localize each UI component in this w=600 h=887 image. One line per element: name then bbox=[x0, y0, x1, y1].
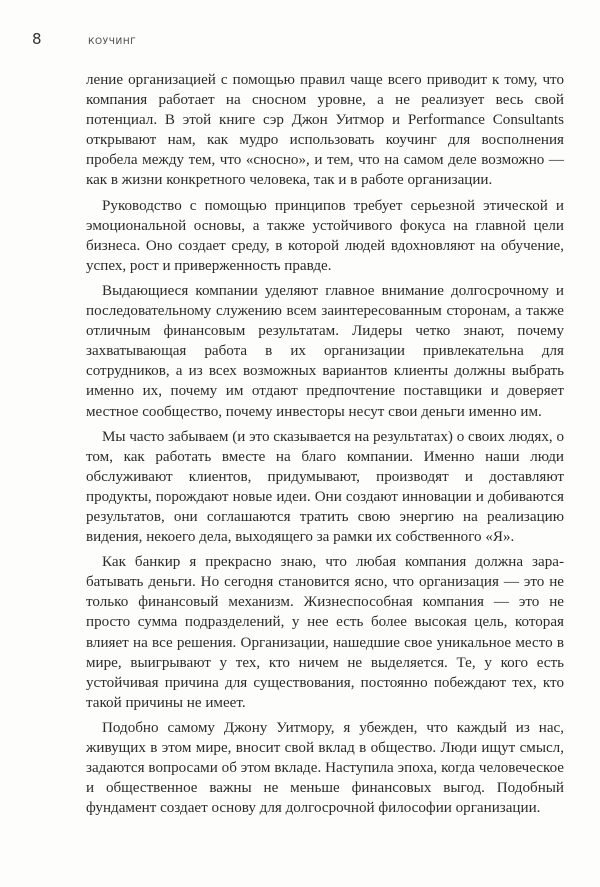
paragraph: Мы часто забываем (и это сказывается на результатах) о своих людях, о том, как работать вместе на благо компании. Именно наши люди обслуживают клиентов, придумывают, производят и доставляют продукты, порождают новые идеи. Они создают инновации и добиваются результатов, они соглашаются тратить свою энергию на реализацию видения, некоего дела, выходящего за рамки их собственного «Я». bbox=[86, 428, 564, 546]
running-head: КОУЧИНГ bbox=[88, 37, 137, 47]
paragraph: Как банкир я прекрасно знаю, что любая компания должна зарабатывать деньги. Но сегодня становится ясно, что организация — это не только финансовый механизм. Жизнеспособная компания — это не просто сумма подразделений, у нее есть более высокая цель, которая влияет на все решения. Организации, нашедшие свое уникальное место в мире, выигрывают у тех, кто ничем не выделяется. Те, у кого есть устойчивая причина для существования, постоянно побеждают тех, кто такой причины не имеет. bbox=[86, 554, 564, 711]
paragraph: Подобно самому Джону Уитмору, я убежден, что каждый из нас, живущих в этом мире, вносит свой вклад в общество. Люди ищут смысл, задаются вопросами об этом вкладе. Наступила эпоха, когда человеческое и общественное важны не меньше финансовых выгод. Подобный фундамент создает основу для долгосрочной философии организации. bbox=[86, 719, 564, 817]
paragraph: Руководство с помощью принципов требует серьезной этической и эмоциональной основы, а также устойчивого фокуса на главной цели бизнеса. Оно создает среду, в которой людей вдохновляют на обучение, успех, рост и приверженность правде. bbox=[86, 197, 564, 274]
paragraph: Выдающиеся компании уделяют главное внимание долгосрочному и последовательному служению всем заинтересованным сторонам, а также отличным финансовым результатам. Лидеры четко знают, почему захватывающая работа в их организации привлекательна для сотрудников, а из всех возможных вариантов клиенты должны выбрать именно их, почему им отдают предпочтение поставщики и доверяет местное сообщество, почему инвесторы несут свои деньги именно им. bbox=[86, 282, 564, 420]
page-header bbox=[32, 30, 540, 48]
body-text bbox=[86, 70, 564, 818]
paragraph: ление организацией с помощью правил чаще всего приводит к тому, что компания работает на сносном уровне, а не реализует весь свой потенциал. В этой книге сэр Джон Уитмор и Performance Consultants открывают нам, как мудро использовать коучинг для восполнения пробела между тем, что «сносно», и тем, что на самом деле возможно — как в жизни конкретного человека, так и в работе организации. bbox=[86, 72, 564, 189]
page-number: 8 bbox=[32, 30, 42, 48]
